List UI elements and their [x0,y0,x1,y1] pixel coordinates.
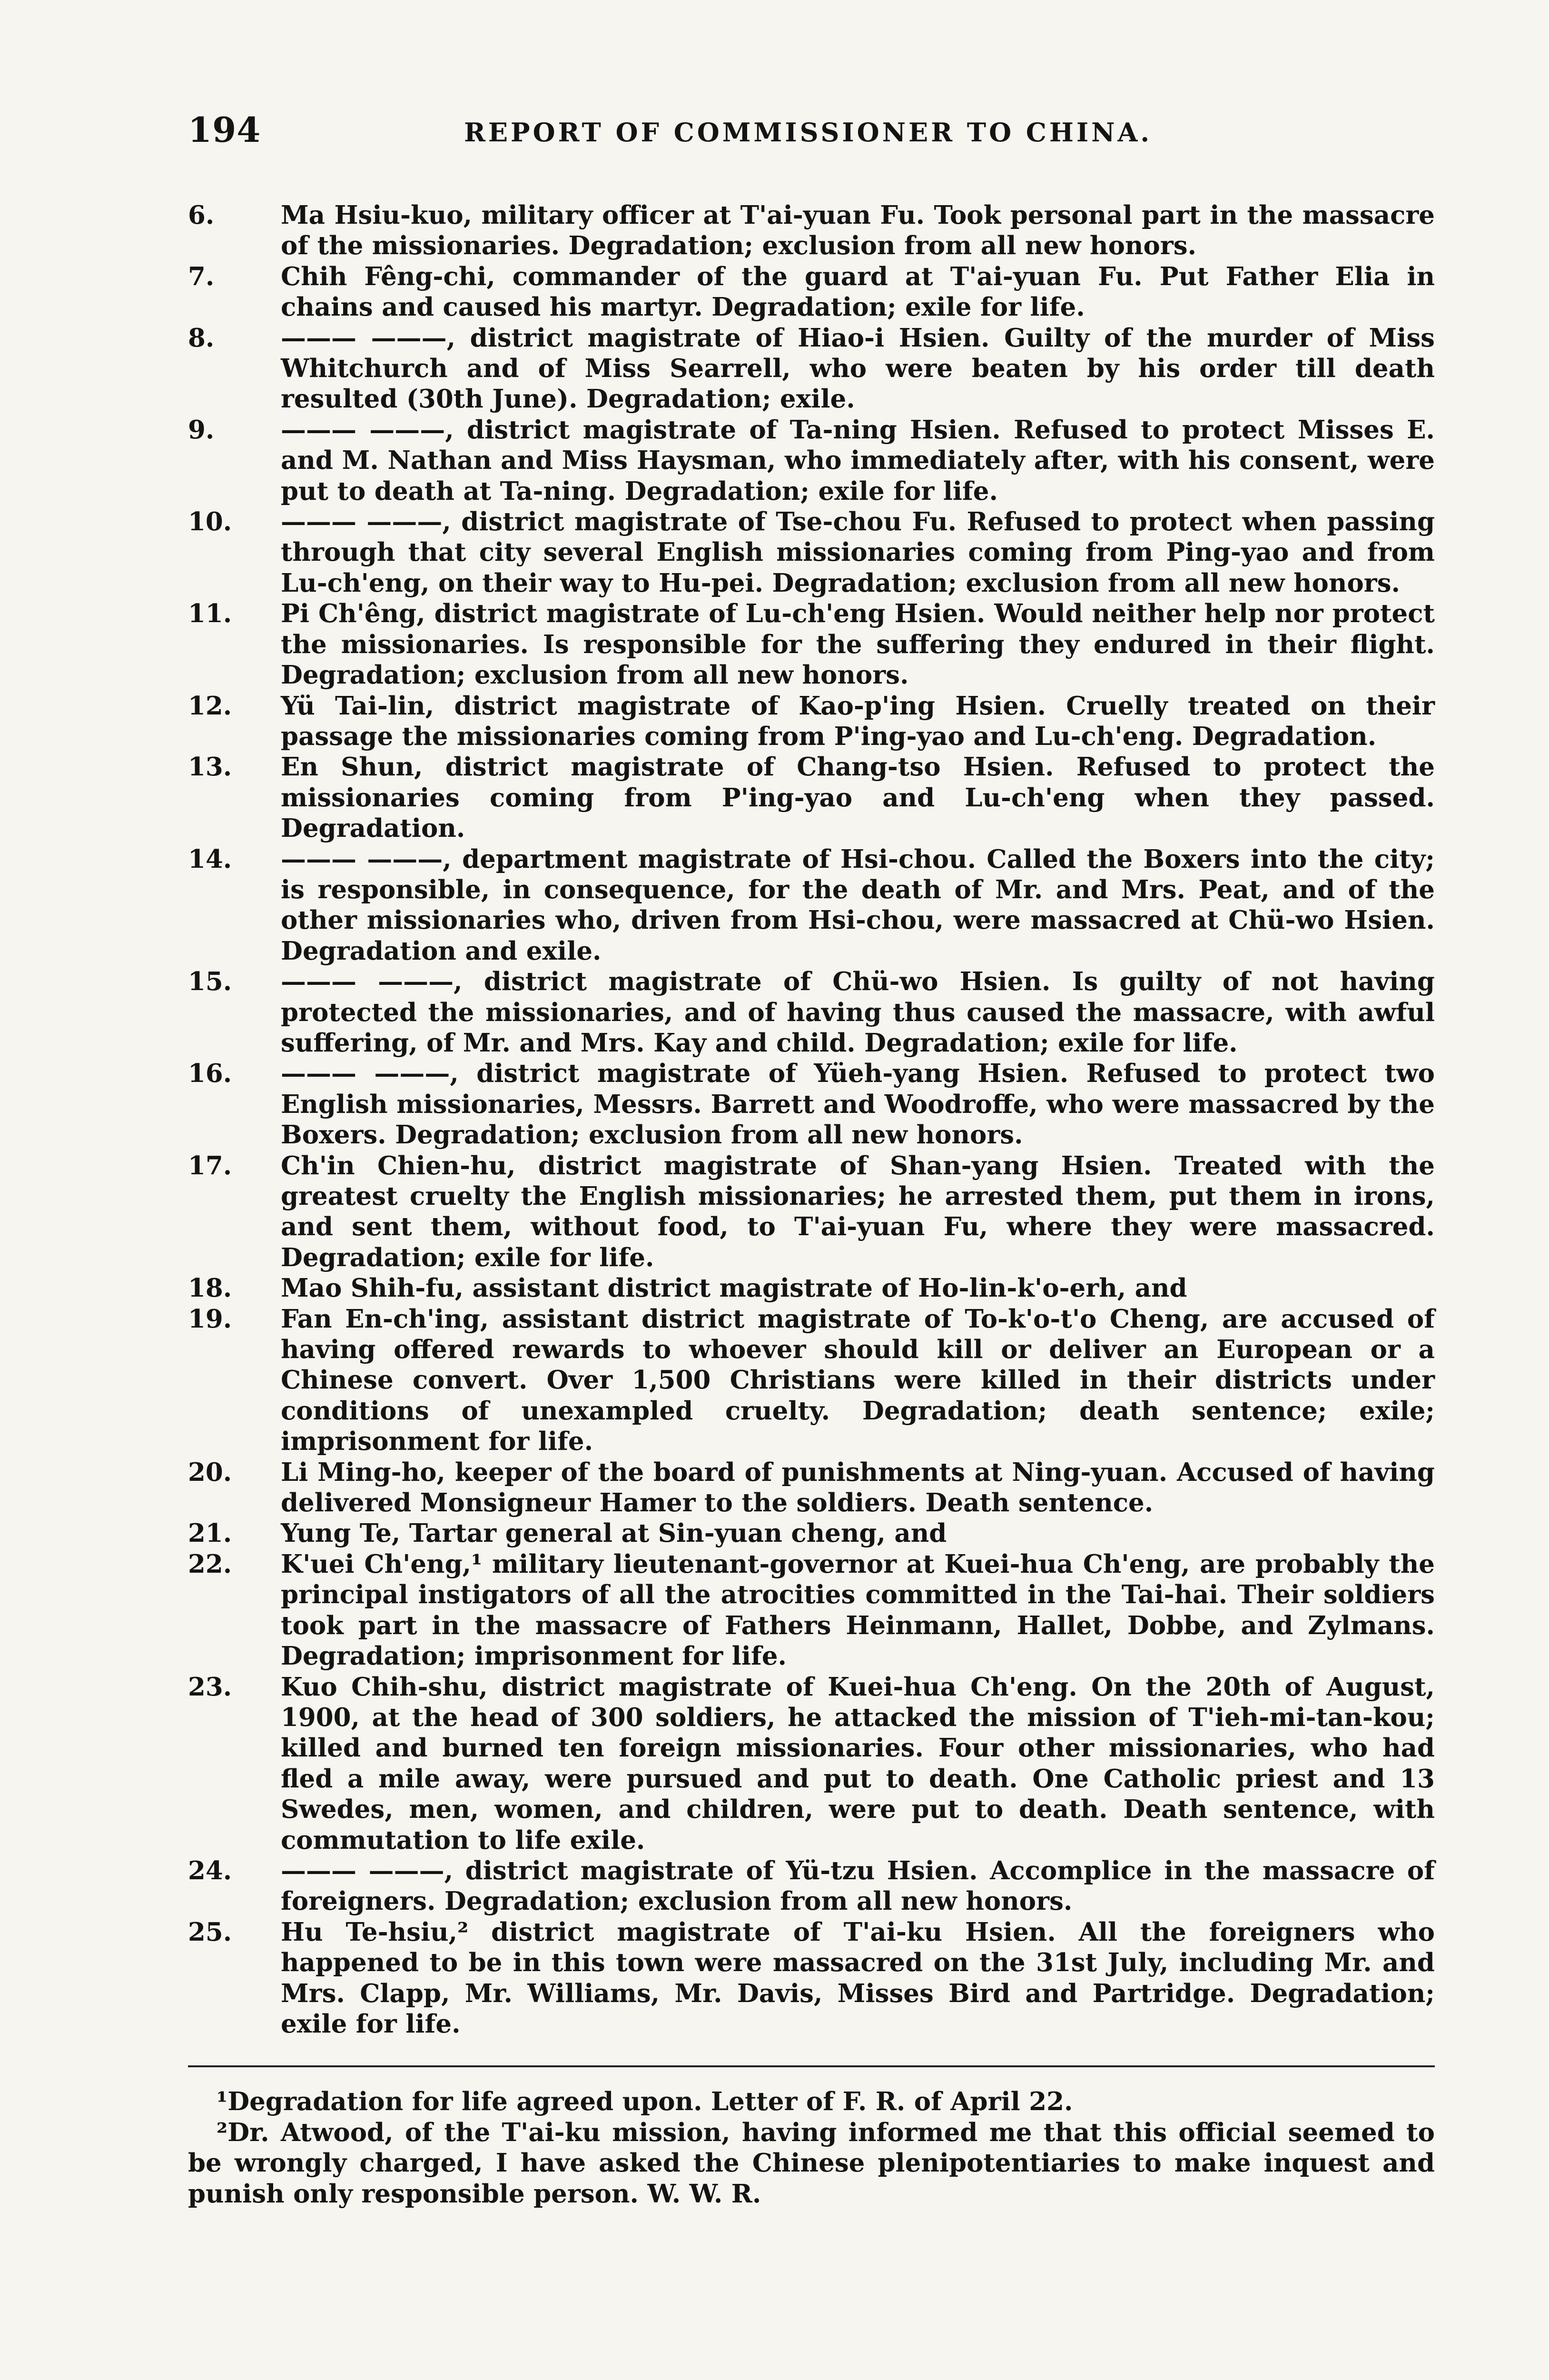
entry-text: Chih Fêng-chi, commander of the guard at T'ai-yuan Fu. Put Father Elia in chains and caused his martyr. Degradation; exile for life. [281,261,1435,322]
list-item [188,1855,1435,1917]
list-item [188,966,1435,1058]
entry-text: ——— ———, district magistrate of Yüeh-yang Hsien. Refused to protect two English missionaries, Messrs. Barrett and Woodroffe, who were massacred by the Boxers. Degradation; exclusion from all new honors. [281,1059,1435,1150]
entry-number: 7. [188,261,215,291]
entry-text: Hu Te-hsiu,² district magistrate of T'ai-ku Hsien. All the foreigners who happened to be in this town were massacred on the 31st July, including Mr. and Mrs. Clapp, Mr. Williams, Mr. Davis, Misses Bird and Partridge. Degradation; exile for life. [281,1917,1435,2039]
list-item [188,752,1435,843]
list-item [188,1457,1435,1518]
footnote: ²Dr. Atwood, of the T'ai-ku mission, having informed me that this official seemed to be wrongly charged, I have asked the Chinese plenipotentiaries to make inquest and punish only responsible person. W. W. R. [188,2117,1435,2209]
entry-text: ——— ———, district magistrate of Tse-chou Fu. Refused to protect when passing through that city several English missionaries coming from Ping-yao and from Lu-ch'eng, on their way to Hu-pei. Degradation; exclusion from all new honors. [281,507,1435,598]
entry-number: 16. [188,1059,232,1089]
entry-number: 24. [188,1855,232,1885]
list-item [188,1273,1435,1303]
list-item [188,200,1435,261]
list-item [188,323,1435,415]
entry-text: Fan En-ch'ing, assistant district magistrate of To-k'o-t'o Cheng, are accused of having offered rewards to whoever should kill or deliver an European or a Chinese convert. Over 1,500 Christians were killed in their districts under conditions of unexampled cruelty. Degradation; death sentence; exile; imprisonment for life. [281,1304,1435,1457]
page-header [188,109,1435,167]
entry-text: Ma Hsiu-kuo, military officer at T'ai-yuan Fu. Took personal part in the massacre of the missionaries. Degradation; exclusion from all new honors. [281,200,1435,261]
list-item [188,1518,1435,1548]
entry-text: K'uei Ch'eng,¹ military lieutenant-governor at Kuei-hua Ch'eng, are probably the principal instigators of all the atrocities committed in the Tai-hai. Their soldiers took part in the massacre of Fathers Heinmann, Hallet, Dobbe, and Zylmans. Degradation; imprisonment for life. [281,1549,1435,1671]
entry-text: ——— ———, department magistrate of Hsi-chou. Called the Boxers into the city; is responsible, in consequence, for the death of Mr. and Mrs. Peat, and of the other missionaries who, driven from Hsi-chou, were massacred at Chü-wo Hsien. Degradation and exile. [281,844,1435,966]
list-item [188,415,1435,506]
page-number: 194 [188,109,261,150]
list-item [188,598,1435,690]
list-item [188,1549,1435,1672]
running-head: REPORT OF COMMISSIONER TO CHINA. [464,117,1153,148]
entry-number: 8. [188,323,215,353]
entry-text: ——— ———, district magistrate of Chü-wo Hsien. Is guilty of not having protected the missionaries, and of having thus caused the massacre, with awful suffering, of Mr. and Mrs. Kay and child. Degradation; exile for life. [281,967,1435,1058]
footnote-divider [188,2065,1435,2067]
entry-number: 18. [188,1273,232,1303]
footnotes [188,2086,1435,2209]
entry-text: ——— ———, district magistrate of Yü-tzu Hsien. Accomplice in the massacre of foreigners. Degradation; exclusion from all new honors. [281,1855,1435,1916]
entry-text: Mao Shih-fu, assistant district magistrate of Ho-lin-k'o-erh, and [281,1273,1187,1303]
entry-text: En Shun, district magistrate of Chang-tso Hsien. Refused to protect the missionaries coming from P'ing-yao and Lu-ch'eng when they passed. Degradation. [281,752,1435,843]
list-item [188,261,1435,323]
entry-number: 6. [188,200,215,230]
entry-number: 25. [188,1917,232,1947]
entry-number: 11. [188,599,232,629]
list-item [188,1672,1435,1855]
footnote: ¹Degradation for life agreed upon. Letter of F. R. of April 22. [217,2087,1073,2117]
entry-text: ——— ———, district magistrate of Hiao-i Hsien. Guilty of the murder of Miss Whitchurch and of Miss Searrell, who were beaten by his order till death resulted (30th June). Degradation; exile. [281,323,1435,414]
entry-text: Ch'in Chien-hu, district magistrate of Shan-yang Hsien. Treated with the greatest cruelty the English missionaries; he arrested them, put them in irons, and sent them, without food, to T'ai-yuan Fu, where they were massacred. Degradation; exile for life. [281,1150,1435,1272]
entry-number: 21. [188,1518,232,1548]
list-item [188,1304,1435,1457]
entry-number: 22. [188,1549,232,1579]
list-item [188,691,1435,752]
entry-number: 20. [188,1457,232,1487]
entry-list [188,200,1435,2039]
entry-text: Li Ming-ho, keeper of the board of punishments at Ning-yuan. Accused of having delivered Monsigneur Hamer to the soldiers. Death sentence. [281,1457,1435,1518]
entry-text: Kuo Chih-shu, district magistrate of Kuei-hua Ch'eng. On the 20th of August, 1900, at the head of 300 soldiers, he attacked the mission of T'ieh-mi-tan-kou; killed and burned ten foreign missionaries. Four other missionaries, who had fled a mile away, were pursued and put to death. One Catholic priest and 13 Swedes, men, women, and children, were put to death. Death sentence, with commutation to life exile. [281,1672,1435,1855]
entry-number: 15. [188,967,232,997]
list-item [188,1150,1435,1273]
entry-number: 23. [188,1672,232,1702]
entry-number: 17. [188,1150,232,1180]
entry-number: 13. [188,752,232,782]
list-item [188,1917,1435,2040]
entry-text: Yung Te, Tartar general at Sin-yuan cheng, and [281,1518,947,1548]
entry-number: 19. [188,1304,232,1334]
entry-text: Pi Ch'êng, district magistrate of Lu-ch'eng Hsien. Would neither help nor protect the missionaries. Is responsible for the suffering they endured in their flight. Degradation; exclusion from all new honors. [281,599,1435,690]
entry-text: Yü Tai-lin, district magistrate of Kao-p'ing Hsien. Cruelly treated on their passage the missionaries coming from P'ing-yao and Lu-ch'eng. Degradation. [281,691,1435,751]
entry-number: 12. [188,691,232,721]
list-item [188,506,1435,598]
list-item [188,844,1435,967]
entry-text: ——— ———, district magistrate of Ta-ning Hsien. Refused to protect Misses E. and M. Nathan and Miss Haysman, who immediately after, with his consent, were put to death at Ta-ning. Degradation; exile for life. [281,415,1435,506]
list-item [188,1058,1435,1150]
entry-number: 14. [188,844,232,874]
document-page [188,109,1435,2209]
entry-number: 9. [188,415,215,445]
entry-number: 10. [188,507,232,537]
